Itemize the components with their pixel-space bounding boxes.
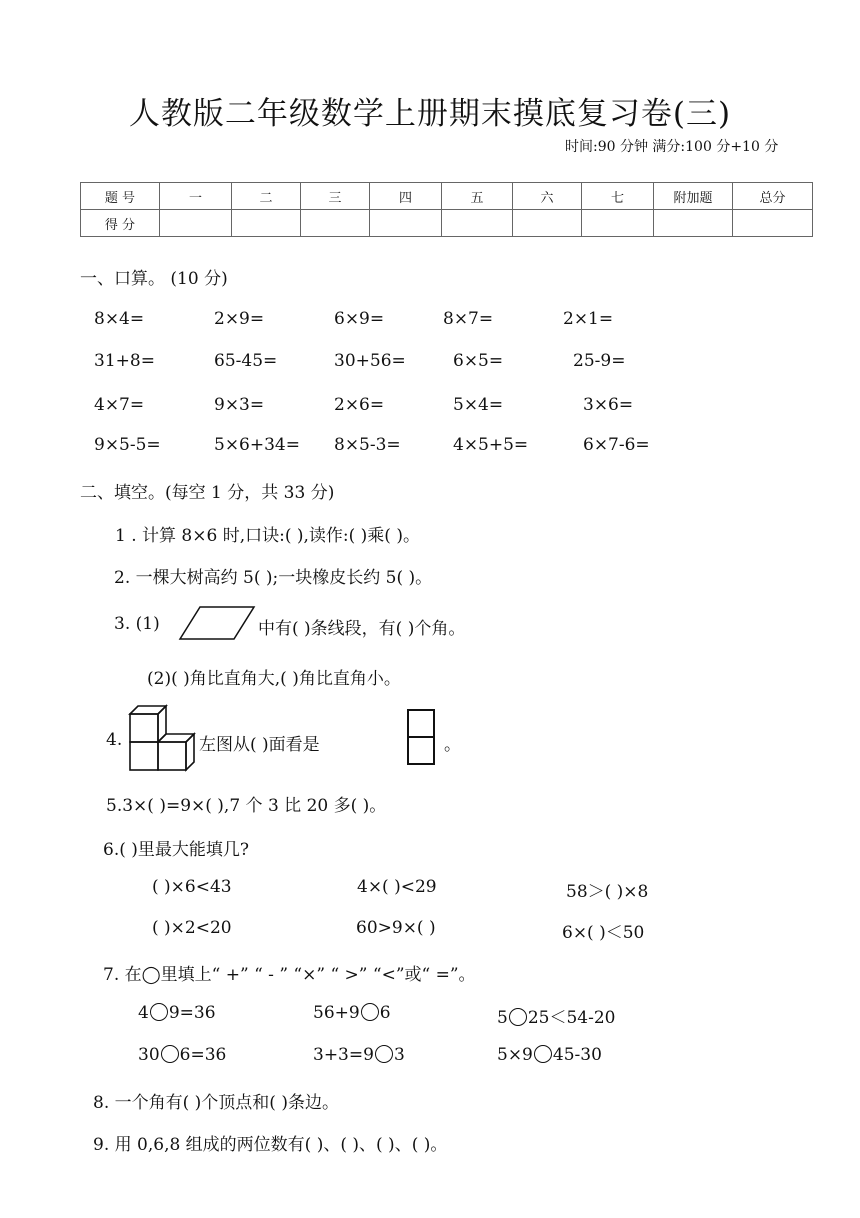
arith-item: 9×5-5= <box>94 435 161 455</box>
table-header-cell: 附加题 <box>654 183 733 210</box>
arith-item: 9×3= <box>214 395 265 415</box>
answer-circle[interactable] <box>534 1045 552 1063</box>
arith-item: 6×5= <box>453 351 504 371</box>
question-3-1-prefix: 3. (1) <box>114 614 160 634</box>
q6-item: ( )×6<43 <box>152 877 232 897</box>
answer-circle[interactable] <box>150 1003 168 1021</box>
table-header-cell: 一 <box>160 183 232 210</box>
section-2-heading: 二、填空。(每空 1 分，共 33 分) <box>80 483 335 503</box>
table-header-cell: 五 <box>442 183 513 210</box>
arith-item: 25-9= <box>573 351 626 371</box>
score-cell[interactable] <box>301 210 370 237</box>
answer-circle[interactable] <box>375 1045 393 1063</box>
answer-circle[interactable] <box>161 1045 179 1063</box>
q6-item: ( )×2<20 <box>152 918 232 938</box>
question-4-prefix: 4. <box>106 730 123 750</box>
q7-right: 9=36 <box>168 1003 216 1023</box>
question-7: 7. 在◯里填上“ +” “ - ” “×” “ >” “<”或“ =”。 <box>103 965 476 985</box>
table-header-cell: 总分 <box>733 183 813 210</box>
q7-item <box>138 1003 216 1023</box>
answer-circle[interactable] <box>361 1003 379 1021</box>
section-1-heading: 一、口算。 (10 分) <box>80 269 228 289</box>
question-5: 5.3×( )=9×( ),7 个 3 比 20 多( )。 <box>106 796 387 816</box>
q7-right: 3 <box>393 1045 405 1065</box>
arith-item: 8×5-3= <box>334 435 401 455</box>
q6-item: 60>9×( ) <box>356 918 436 938</box>
score-cell[interactable] <box>232 210 301 237</box>
table-header-cell: 题 号 <box>81 183 160 210</box>
question-4-suffix: 。 <box>444 735 461 755</box>
score-cell[interactable] <box>733 210 813 237</box>
score-table-header-row <box>81 183 813 210</box>
score-row-label: 得 分 <box>81 210 160 237</box>
question-8: 8. 一个角有( )个顶点和( )条边。 <box>93 1093 339 1113</box>
question-9: 9. 用 0,6,8 组成的两位数有( )、( )、( )、( )。 <box>93 1135 448 1155</box>
arith-item: 4×5+5= <box>453 435 529 455</box>
q7-left: 30 <box>138 1045 160 1065</box>
cube-stack-figure <box>126 704 198 772</box>
score-cell[interactable] <box>654 210 733 237</box>
question-2: 2. 一棵大树高约 5( );一块橡皮长约 5( )。 <box>114 568 433 588</box>
arith-item: 31+8= <box>94 351 155 371</box>
score-cell[interactable] <box>513 210 582 237</box>
q7-item <box>313 1003 391 1023</box>
q7-item <box>138 1045 226 1065</box>
arith-item: 2×6= <box>334 395 385 415</box>
arith-item: 5×6+34= <box>214 435 300 455</box>
side-view-figure <box>406 708 436 766</box>
question-6: 6.( )里最大能填几? <box>103 840 250 860</box>
parallelogram-figure <box>178 605 256 641</box>
table-header-cell: 二 <box>232 183 301 210</box>
score-cell[interactable] <box>370 210 442 237</box>
arith-item: 5×4= <box>453 395 504 415</box>
table-header-cell: 六 <box>513 183 582 210</box>
question-3-1: 中有( )条线段，有( )个角。 <box>258 619 466 639</box>
question-3-2: (2)( )角比直角大,( )角比直角小。 <box>147 669 401 689</box>
q7-left: 4 <box>138 1003 149 1023</box>
arith-item: 65-45= <box>214 351 278 371</box>
q7-right: 6=36 <box>179 1045 227 1065</box>
question-4: 左图从( )面看是 <box>199 735 320 755</box>
arith-item: 2×9= <box>214 309 265 329</box>
exam-meta: 时间:90 分钟 满分:100 分+10 分 <box>565 139 779 155</box>
q7-left: 3+3=9 <box>313 1045 374 1065</box>
arith-item: 6×7-6= <box>583 435 650 455</box>
q6-item: 58＞( )×8 <box>566 882 649 902</box>
page-title: 人教版二年级数学上册期末摸底复习卷(三) <box>128 96 732 132</box>
arith-item: 8×7= <box>443 309 494 329</box>
q6-item: 4×( )<29 <box>357 877 437 897</box>
score-cell[interactable] <box>160 210 232 237</box>
score-cell[interactable] <box>582 210 654 237</box>
table-header-cell: 三 <box>301 183 370 210</box>
question-1: 1 . 计算 8×6 时,口诀:( ),读作:( )乘( )。 <box>115 526 420 546</box>
q7-right: 25＜54-20 <box>527 1008 616 1028</box>
q7-item <box>497 1045 602 1065</box>
answer-circle[interactable] <box>509 1008 527 1026</box>
q6-item: 6×( )＜50 <box>562 923 645 943</box>
score-table-score-row <box>81 210 813 237</box>
arith-item: 4×7= <box>94 395 145 415</box>
arith-item: 6×9= <box>334 309 385 329</box>
q7-left: 5×9 <box>497 1045 533 1065</box>
q7-item <box>497 1003 615 1028</box>
q7-left: 5 <box>497 1008 508 1028</box>
arith-item: 2×1= <box>563 309 614 329</box>
arith-item: 8×4= <box>94 309 145 329</box>
table-header-cell: 七 <box>582 183 654 210</box>
score-table <box>80 182 813 237</box>
q7-right: 45-30 <box>552 1045 602 1065</box>
q7-right: 6 <box>379 1003 391 1023</box>
q7-item <box>313 1045 405 1065</box>
arith-item: 3×6= <box>583 395 634 415</box>
table-header-cell: 四 <box>370 183 442 210</box>
q7-left: 56+9 <box>313 1003 360 1023</box>
arith-item: 30+56= <box>334 351 406 371</box>
score-cell[interactable] <box>442 210 513 237</box>
